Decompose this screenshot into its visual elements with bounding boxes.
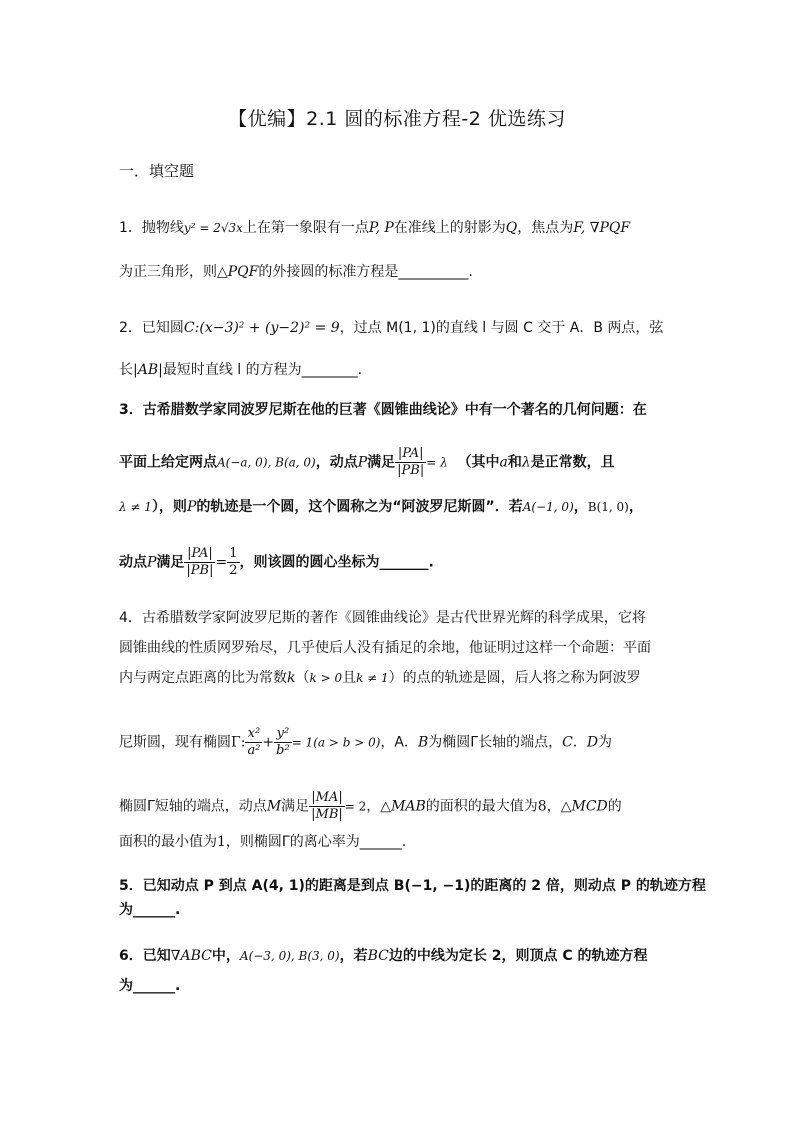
math-expression: △PQF (217, 264, 259, 280)
fraction-y2-b2: $\frac{\text{y²}}{\text{b²}}$ (276, 726, 290, 758)
math-expression: P, P (368, 220, 394, 236)
question-3-line-4: 动点P满足 $\frac{|PA|}{|PB|}$ = $\frac{1}{2}$ ，则该圆的圆心坐标为_______. (119, 546, 434, 578)
question-5-line-1: 5．已知动点 P 到点 A(4, 1)的距离是到点 B(−1, −1)的距离的 2 倍，则动点 P 的轨迹方程 (119, 878, 706, 894)
question-5-line-2: 为______. (119, 902, 181, 918)
question-3-line-1: 3．古希腊数学家同波罗尼斯在他的巨著《圆锥曲线论》中有一个著名的几何问题：在 (119, 402, 647, 418)
question-4-line-3: 内与两定点距离的比为常数k（k > 0且k ≠ 1）的点的轨迹是圆，后人将之称为阿波罗 (119, 670, 641, 686)
fraction-pa-pb: $\frac{|PA|}{|PB|}$ (186, 546, 214, 578)
question-4-line-1: 4．古希腊数学家阿波罗尼斯的著作《圆锥曲线论》是古代世界光辉的科学成果，它将 (119, 610, 646, 626)
question-6-line-1: 6．已知∇ABC中，A(−3, 0), B(3, 0)，若BC边的中线为定长 2，则顶点 C 的轨迹方程 (119, 948, 648, 964)
question-3-line-3: λ ≠ 1），则P的轨迹是一个圆，这个圆称之为“阿波罗尼斯圆”．若A(−1, 0)，B(1, 0)， (119, 499, 643, 515)
math-expression: y² = 2√3x (183, 221, 243, 235)
question-6-line-2: 为______. (119, 978, 181, 994)
fraction-ma-mb: $\frac{|MA|}{|MB|}$ (311, 790, 343, 822)
math-expression: Q (505, 220, 518, 236)
math-expression: |AB| (133, 362, 163, 378)
question-1-line-2: 为正三角形，则△PQF的外接圆的标准方程是__________. (119, 264, 473, 280)
question-4-line-6: 面积的最小值为1，则椭圆Γ的离心率为______. (119, 834, 407, 850)
question-2-line-1: 2．已知圆C:(x−3)² + (y−2)² = 9，过点 M(1, 1)的直线 l 与圆 C 交于 A．B 两点，弦 (119, 320, 664, 336)
question-4-line-5: 椭圆Γ短轴的端点，动点M满足 $\frac{|MA|}{|MB|}$ = 2，△MAB的面积的最大值为8，△MCD的 (119, 790, 622, 822)
page-title: 【优编】2.1 圆的标准方程-2 优选练习 (228, 108, 566, 130)
question-4-line-4: 尼斯圆，现有椭圆Γ: $\frac{\text{x²}}{\text{a²}}$ + $\frac{\text{y²}}{\text{b²}}$ = 1(a > b > 0)，A．B为椭圆Γ长轴的端点，C．D为 (119, 726, 613, 758)
math-expression: F, ∇PQF (573, 220, 631, 236)
fraction-x2-a2: $\frac{\text{x²}}{\text{a²}}$ (247, 726, 261, 758)
fraction-pa-pb: $\frac{|PA|}{|PB|}$ (397, 446, 425, 478)
question-3-line-2: 平面上给定两点A(−a, 0), B(a, 0)，动点P满足 $\frac{|PA|}{|PB|}$ = λ （其中a和λ是正常数，且 (119, 446, 615, 478)
question-2-line-2: 长|AB|最短时直线 l 的方程为________. (119, 362, 363, 378)
math-expression: C:(x−3)² + (y−2)² = 9 (183, 320, 340, 336)
section-heading: 一．填空题 (119, 162, 195, 180)
question-1-line-1: 1．抛物线y² = 2√3x上在第一象限有一点P, P在准线上的射影为Q，焦点为F, ∇PQF (119, 220, 631, 236)
question-4-line-2: 圆锥曲线的性质网罗殆尽，几乎使后人没有插足的余地，他证明过这样一个命题：平面 (119, 640, 651, 656)
math-expression: A(−a, 0), B(a, 0) (217, 455, 316, 470)
fraction-one-half: $\frac{1}{2}$ (229, 546, 238, 578)
